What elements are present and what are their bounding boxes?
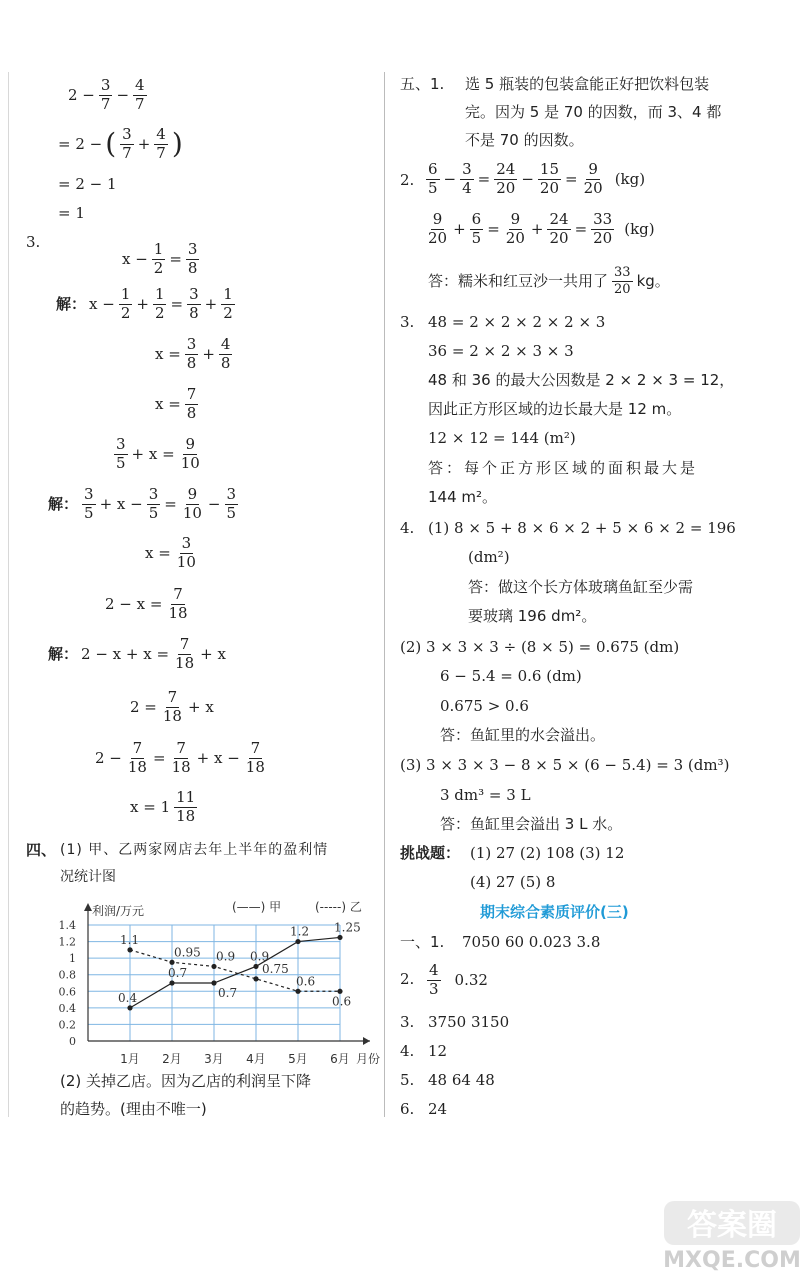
answer-line: $\frac{4}{3}$ 0.32 <box>429 961 488 998</box>
equation-3: 2 − x = $\frac{7}{18}$ <box>105 585 188 622</box>
x-axis-arrow <box>363 1037 370 1045</box>
profit-line-chart <box>50 893 385 1068</box>
svg-text:MXQE.COM: MXQE.COM <box>663 1248 801 1272</box>
data-label: 1.1 <box>120 932 140 947</box>
y-axis-arrow <box>84 903 92 911</box>
answer-text: 3750 3150 <box>428 1013 510 1031</box>
data-label: 0.9 <box>216 949 236 964</box>
calc-line-3: = 2 − 1 <box>58 175 117 193</box>
answer-text: 12 <box>428 1042 448 1060</box>
data-point <box>253 964 258 969</box>
calc-line: 0.675 > 0.6 <box>440 697 529 715</box>
y-tick-label: 0 <box>69 1035 76 1048</box>
question-number: 4. <box>400 1042 415 1060</box>
x-tick-label: 6月 <box>330 1052 350 1066</box>
question-number: 3. <box>400 1013 415 1031</box>
challenge-answers: (4) 27 (5) 8 <box>470 873 556 891</box>
calc-line: 6 − 5.4 = 0.6 (dm) <box>440 667 582 685</box>
calc-line: 48 = 2 × 2 × 2 × 2 × 3 <box>428 313 606 331</box>
data-point <box>253 976 258 981</box>
answer-text: 选 5 瓶装的包装盒能正好把饮料包装 <box>465 75 710 93</box>
x-tick-label: 3月 <box>204 1052 224 1066</box>
solution-step: x = $\frac{3}{8}$ + $\frac{4}{8}$ <box>155 335 231 372</box>
data-label: 0.6 <box>332 994 352 1009</box>
data-label: 0.75 <box>262 961 289 976</box>
calc-line: (dm²) <box>468 548 510 566</box>
data-label: 0.7 <box>218 986 238 1000</box>
svg-text:答案圈: 答案圈 <box>687 1208 777 1243</box>
question-number: 6. <box>400 1100 415 1118</box>
answer-text: 因此正方形区域的边长最大是 12 m。 <box>428 400 682 418</box>
calc-line-2: = 2 − ( $\frac{3}{7}$ + $\frac{4}{7}$ ) <box>58 125 183 162</box>
answer-line: 答：糯米和红豆沙一共用了 $\frac{33}{20}$ kg。 <box>428 265 670 297</box>
legend-solid: (——) 甲 <box>232 900 282 914</box>
question-number: 一、1. <box>400 933 445 951</box>
data-point <box>169 960 174 965</box>
challenge-answers: (1) 27 (2) 108 (3) 12 <box>470 844 625 862</box>
question-number: 2. <box>400 970 415 988</box>
data-point <box>295 989 300 994</box>
y-tick-label: 0.2 <box>58 1018 76 1032</box>
answer-text: 48 和 36 的最大公因数是 2 × 2 × 3 = 12， <box>428 371 735 389</box>
equation-1: x − $\frac{1}{2}$ = $\frac{3}{8}$ <box>122 240 198 277</box>
chart-caption: 况统计图 <box>60 869 116 885</box>
fraction: $\frac{3}{7}$ <box>100 76 111 113</box>
x-tick-label: 5月 <box>288 1052 308 1066</box>
data-point <box>337 989 342 994</box>
answer-text: 144 m²。 <box>428 488 498 506</box>
data-point <box>169 980 174 985</box>
solution-step: 解： x − $\frac{1}{2}$ + $\frac{1}{2}$ = $\frac{3}{8}$ + $\frac{1}{2}$ <box>56 285 233 322</box>
challenge-label: 挑战题： <box>400 844 461 862</box>
data-point <box>211 964 216 969</box>
solution-step: x = 1 $\frac{11}{18}$ <box>130 788 196 825</box>
x-tick-label: 2月 <box>162 1052 182 1066</box>
solution-step: 2 − $\frac{7}{18}$ = $\frac{7}{18}$ + x − $\frac{7}{18}$ <box>95 739 265 776</box>
y-tick-label: 1 <box>69 952 76 966</box>
data-label: 1.2 <box>290 924 310 939</box>
solution-step: x = $\frac{3}{10}$ <box>145 534 196 571</box>
calc-line: $\frac{6}{5}$ − $\frac{3}{4}$ = $\frac{24}{20}$ − $\frac{15}{20}$ = $\frac{9}{20}$ (kg) <box>428 160 646 197</box>
answer-text: 24 <box>428 1100 448 1118</box>
equation-2: $\frac{3}{5}$ + x = $\frac{9}{10}$ <box>116 435 200 472</box>
x-tick-label: 1月 <box>120 1052 140 1066</box>
calc-line-4: = 1 <box>58 204 85 222</box>
x-axis-title: 月份 <box>355 1052 381 1066</box>
y-axis-title: 利润/万元 <box>92 904 145 918</box>
solution-step: 2 = $\frac{7}{18}$ + x <box>130 688 214 725</box>
answer-text: 答：鱼缸里会溢出 3 L 水。 <box>440 815 623 833</box>
data-point <box>211 980 216 985</box>
answer-text: 的趋势。(理由不唯一) <box>60 1100 207 1118</box>
data-label: 0.4 <box>118 990 138 1005</box>
y-tick-label: 0.4 <box>58 1001 76 1015</box>
calc-line: 3 dm³ = 3 L <box>440 786 531 804</box>
y-tick-label: 1.4 <box>58 919 76 932</box>
chart-caption: (1) 甲、乙两家网店去年上半年的盈利情 <box>60 842 329 858</box>
y-tick-label: 0.8 <box>58 968 76 982</box>
data-point <box>337 935 342 940</box>
watermark-logo <box>662 1197 802 1272</box>
data-label: 0.6 <box>296 974 316 989</box>
question-number: 四、 <box>26 841 57 859</box>
fraction: $\frac{3}{7}$ <box>122 125 132 162</box>
answer-text: 答：每个正方形区域的面积最大是 <box>428 459 699 477</box>
question-number: 4. <box>400 519 415 537</box>
calc-line: (1) 8 × 5 + 8 × 6 × 2 + 5 × 6 × 2 = 196 <box>428 519 736 537</box>
calc-line-1: 2 − $\frac{3}{7}$ − $\frac{4}{7}$ <box>68 76 145 113</box>
question-number: 3. <box>400 313 415 331</box>
y-tick-label: 1.2 <box>58 935 76 949</box>
section-title: 期末综合素质评价(三) <box>480 903 629 921</box>
solution-step: x = $\frac{7}{8}$ <box>155 385 197 422</box>
question-number: 3. <box>26 233 41 251</box>
answer-text: 7050 60 0.023 3.8 <box>462 933 601 951</box>
data-label: 0.95 <box>174 945 201 960</box>
answer-text: 48 64 48 <box>428 1071 495 1089</box>
data-point <box>127 1005 132 1010</box>
data-label: 0.7 <box>168 966 188 980</box>
data-label: 0.9 <box>250 949 270 964</box>
calc-line: 12 × 12 = 144 (m²) <box>428 429 576 447</box>
answer-text: (2) 关掉乙店。因为乙店的利润呈下降 <box>60 1072 312 1090</box>
solution-step: 解： $\frac{3}{5}$ + x − $\frac{3}{5}$ = $\frac{9}{10}$ − $\frac{3}{5}$ <box>48 485 237 522</box>
answer-text: 完。因为 5 是 70 的因数，而 3、4 都 <box>465 103 722 121</box>
question-number: 2. <box>400 171 415 189</box>
fraction: $\frac{4}{7}$ <box>156 125 166 162</box>
answer-text: 要玻璃 196 dm²。 <box>468 607 597 625</box>
calc-line: (2) 3 × 3 × 3 ÷ (8 × 5) = 0.675 (dm) <box>400 638 680 656</box>
calc-line: $\frac{9}{20}$ + $\frac{6}{5}$ = $\frac{9}{20}$ + $\frac{24}{20}$ = $\frac{33}{20}$ (kg) <box>428 210 655 247</box>
answer-text: 不是 70 的因数。 <box>465 131 584 149</box>
question-number: 5. <box>400 1071 415 1089</box>
answer-text: 答：做这个长方体玻璃鱼缸至少需 <box>468 578 694 596</box>
data-label: 1.25 <box>334 920 361 935</box>
fraction: $\frac{4}{7}$ <box>135 76 145 113</box>
question-number: 五、1. <box>400 75 445 93</box>
data-point <box>295 939 300 944</box>
legend-dashed: (-----) 乙 <box>315 900 362 914</box>
calc-line: 36 = 2 × 2 × 3 × 3 <box>428 342 574 360</box>
answer-text: 答：鱼缸里的水会溢出。 <box>440 726 606 744</box>
y-tick-label: 0.6 <box>58 985 76 999</box>
x-tick-label: 4月 <box>246 1052 266 1066</box>
calc-line: (3) 3 × 3 × 3 − 8 × 5 × (6 − 5.4) = 3 (dm³) <box>400 756 730 774</box>
data-point <box>127 947 132 952</box>
solution-step: 解： 2 − x + x = $\frac{7}{18}$ + x <box>48 635 226 672</box>
left-margin-line <box>8 72 9 1117</box>
